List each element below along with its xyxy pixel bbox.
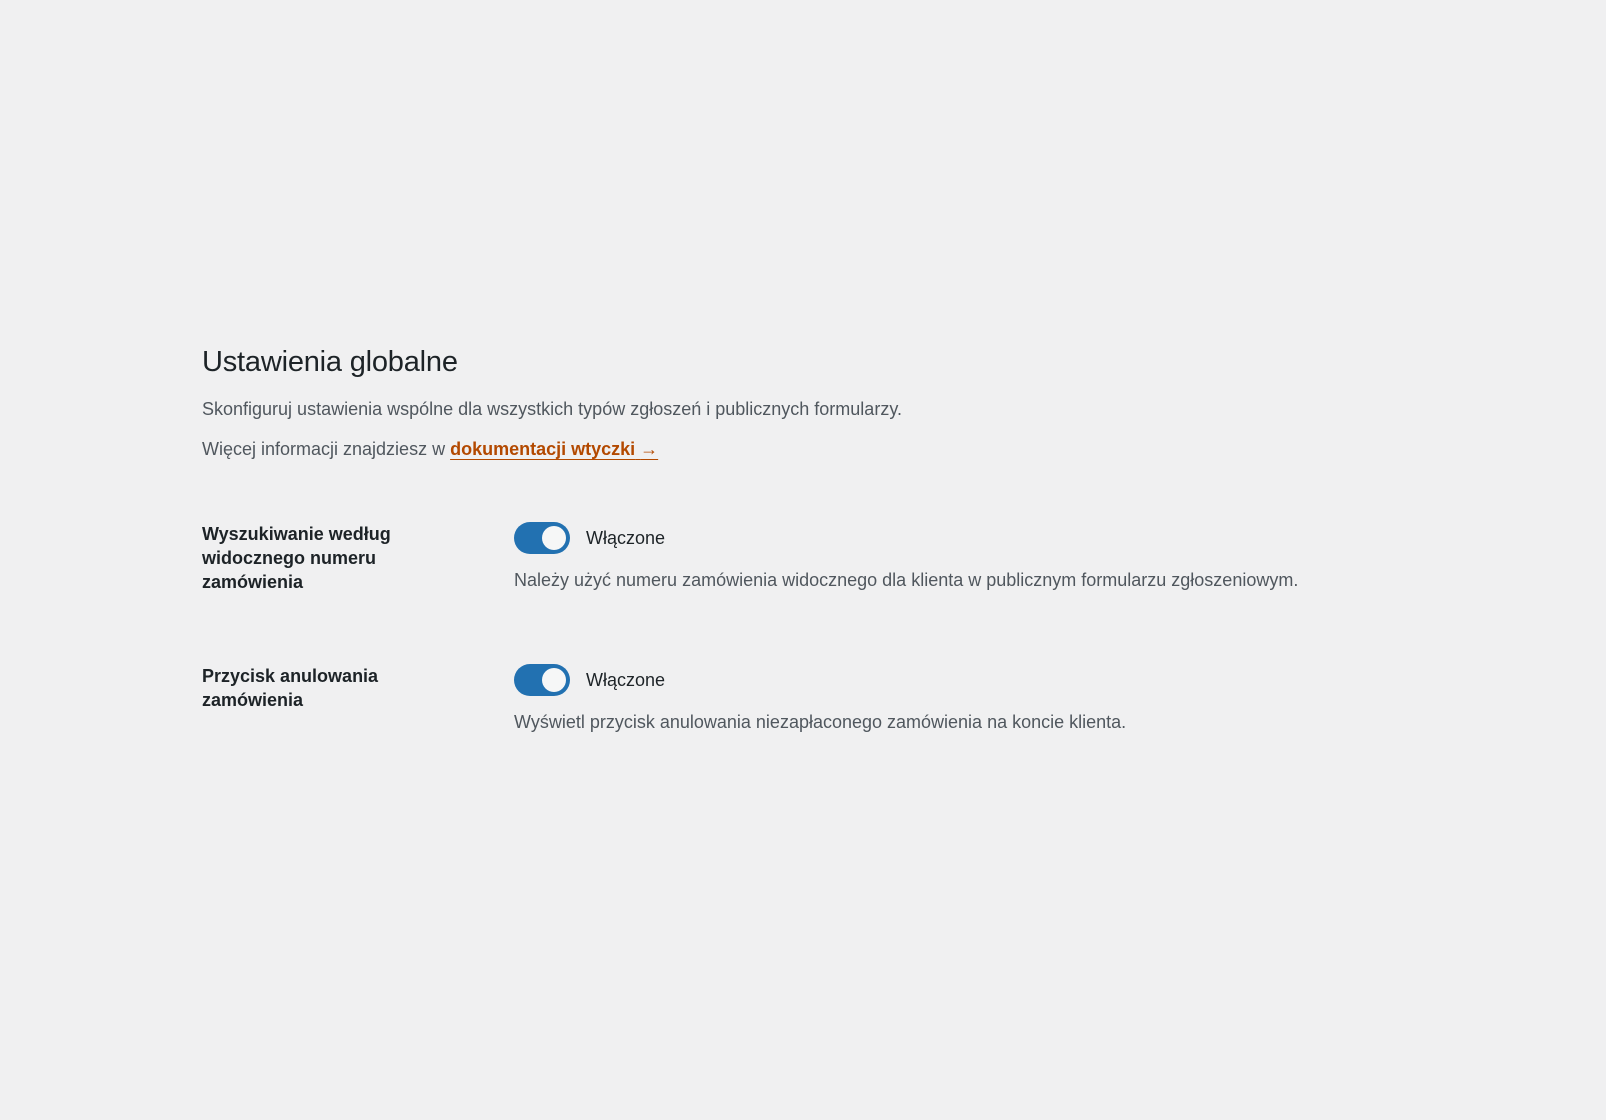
toggle-knob xyxy=(542,526,566,550)
visible-order-number-toggle[interactable] xyxy=(514,522,570,554)
setting-help-text: Wyświetl przycisk anulowania niezapłaconego zamówienia na koncie klienta. xyxy=(514,712,1127,732)
setting-label: Wyszukiwanie według widocznego numeru zamówienia xyxy=(202,524,391,592)
setting-control xyxy=(514,522,1414,592)
setting-help-text: Należy użyć numeru zamówienia widocznego dla klienta w publicznym formularzu zgłoszeniowym. xyxy=(514,570,1299,590)
toggle-state-label: Włączone xyxy=(586,528,666,548)
page-title: Ustawienia globalne xyxy=(202,346,458,378)
documentation-link-label: dokumentacji wtyczki xyxy=(450,439,636,459)
page-description: Skonfiguruj ustawienia wspólne dla wszystkich typów zgłoszeń i publicznych formularzy. xyxy=(202,399,902,419)
more-info-text xyxy=(202,436,1402,462)
toggle-line xyxy=(514,664,1414,696)
documentation-link[interactable] xyxy=(450,439,658,459)
setting-control xyxy=(514,664,1414,734)
cancel-order-button-toggle[interactable] xyxy=(514,664,570,696)
more-info-prefix: Więcej informacji znajdziesz w xyxy=(202,439,451,459)
toggle-state-label: Włączone xyxy=(586,670,666,690)
setting-label: Przycisk anulowania zamówienia xyxy=(202,666,379,710)
toggle-line xyxy=(514,522,1414,554)
arrow-right-icon: → xyxy=(640,439,659,459)
toggle-knob xyxy=(542,668,566,692)
global-settings-section xyxy=(202,338,1402,732)
